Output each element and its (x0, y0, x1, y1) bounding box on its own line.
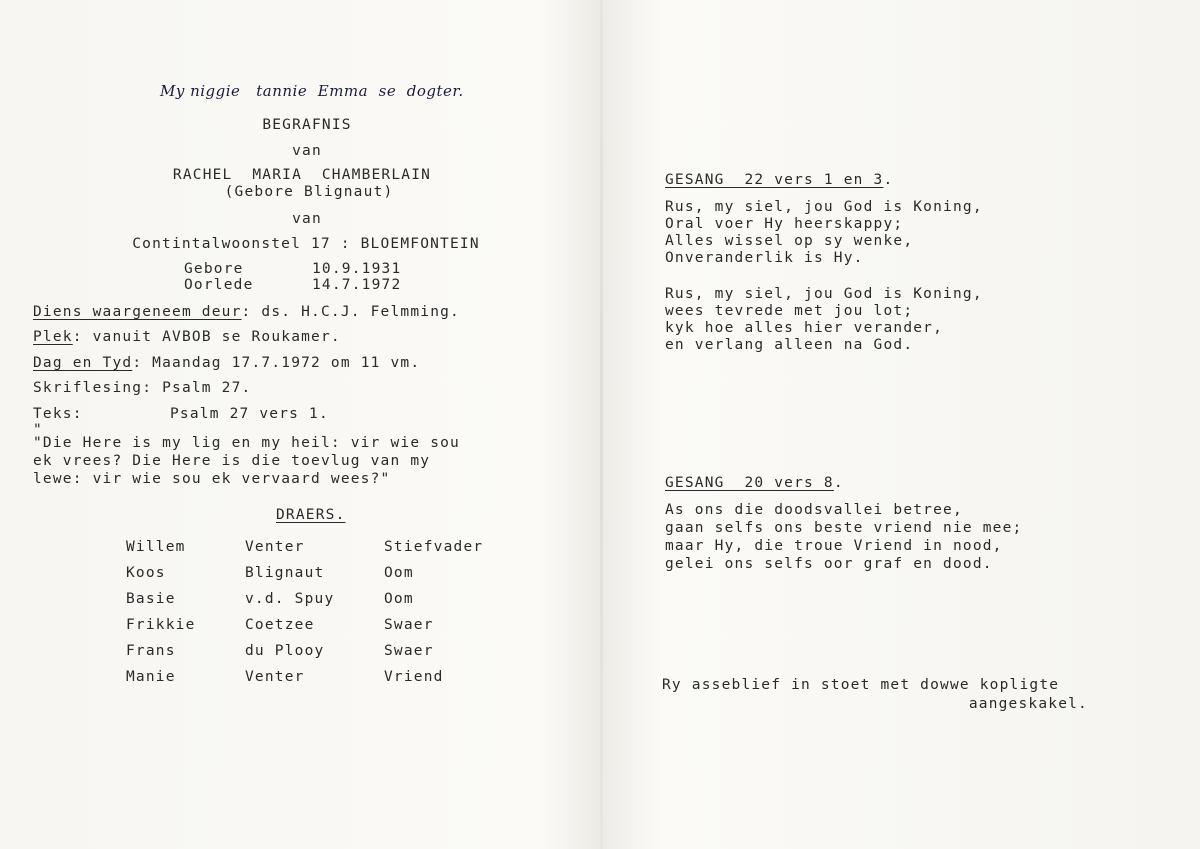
bearer-relation: Swaer (384, 617, 434, 633)
heading-begrafnis: BEGRAFNIS (262, 117, 352, 133)
place-label: Plek (33, 329, 73, 345)
hymn1-title (665, 171, 893, 189)
bearer-last: Venter (245, 539, 305, 555)
text-label: Teks: (33, 406, 83, 422)
hymn1-line-4: Onveranderlik is Hy. (665, 250, 864, 266)
born-date: 10.9.1931 (312, 261, 402, 277)
hymn2-title-end: . (833, 475, 844, 491)
hymn2-line-4: gelei ons selfs oor graf en dood. (665, 556, 993, 572)
service-label: Diens waargeneem deur (33, 304, 242, 320)
daytime-label: Dag en Tyd (33, 355, 133, 371)
quote-line-1: "Die Here is my lig en my heil: vir wie sou (33, 435, 460, 451)
bearer-last: Blignaut (245, 565, 325, 581)
text-value: Psalm 27 vers 1. (170, 406, 329, 422)
bearer-relation: Oom (384, 565, 414, 581)
bearer-first: Koos (126, 565, 166, 581)
bearer-first: Frans (126, 643, 176, 659)
hymn1-line-1: Rus, my siel, jou God is Koning, (665, 199, 983, 215)
hymn1-title-text: GESANG 22 vers 1 en 3 (665, 172, 884, 188)
quote-mark: " (33, 422, 43, 438)
service-value: : ds. H.C.J. Felmming. (241, 304, 460, 320)
closing-line-2: aangeskakel. (968, 696, 1088, 712)
bearer-first: Manie (126, 669, 176, 685)
handwritten-note: My niggie tannie Emma se dogter. (160, 82, 464, 100)
closing-line-1: Ry asseblief in stoet met dowwe kopligte (662, 677, 1060, 693)
bearer-last: v.d. Spuy (245, 591, 335, 607)
hymn1-line-3: Alles wissel op sy wenke, (665, 233, 914, 249)
bearer-first: Willem (126, 539, 186, 555)
paper-fold (600, 0, 603, 849)
hymn1-line-8: en verlang alleen na God. (665, 337, 914, 353)
died-label: Oorlede (184, 277, 254, 293)
van-line-2: van (292, 211, 322, 227)
hymn1-line-7: kyk hoe alles hier verander, (665, 320, 944, 336)
hymn2-line-1: As ons die doodsvallei betree, (665, 502, 963, 518)
bearer-first: Frikkie (126, 617, 196, 633)
van-line-1: van (292, 143, 322, 159)
hymn2-title (665, 474, 844, 492)
daytime-value: : Maandag 17.7.1972 om 11 vm. (132, 355, 421, 371)
daytime-line (33, 354, 420, 372)
bearer-last: Coetzee (245, 617, 315, 633)
hymn1-line-6: wees tevrede met jou lot; (665, 303, 914, 319)
bearer-relation: Swaer (384, 643, 434, 659)
quote-line-3: lewe: vir wie sou ek vervaard wees?" (33, 471, 391, 487)
died-date: 14.7.1972 (312, 277, 402, 293)
bearer-relation: Vriend (384, 669, 444, 685)
bearer-relation: Stiefvader (384, 539, 484, 555)
quote-line-2: ek vrees? Die Here is die toevlug van my (33, 453, 431, 469)
hymn1-title-end: . (883, 172, 894, 188)
hymn2-title-text: GESANG 20 vers 8 (665, 475, 834, 491)
bearer-first: Basie (126, 591, 176, 607)
hymn1-line-2: Oral voer Hy heerskappy; (665, 216, 904, 232)
place-value: : vanuit AVBOB se Roukamer. (72, 329, 341, 345)
scripture-reading: Skriflesing: Psalm 27. (33, 380, 252, 396)
hymn2-line-2: gaan selfs ons beste vriend nie mee; (665, 520, 1023, 536)
born-label: Gebore (184, 261, 244, 277)
hymn1-line-5: Rus, my siel, jou God is Koning, (665, 286, 983, 302)
bearer-last: Venter (245, 669, 305, 685)
service-line (33, 303, 460, 321)
place-line (33, 328, 341, 346)
bearer-relation: Oom (384, 591, 414, 607)
hymn2-line-3: maar Hy, die troue Vriend in nood, (665, 538, 1003, 554)
bearer-last: du Plooy (245, 643, 325, 659)
deceased-name: RACHEL MARIA CHAMBERLAIN (172, 167, 432, 183)
bearers-heading: DRAERS. (276, 507, 346, 523)
maiden-name: (Gebore Blignaut) (224, 184, 394, 200)
address: Contintalwoonstel 17 : BLOEMFONTEIN (132, 236, 480, 252)
